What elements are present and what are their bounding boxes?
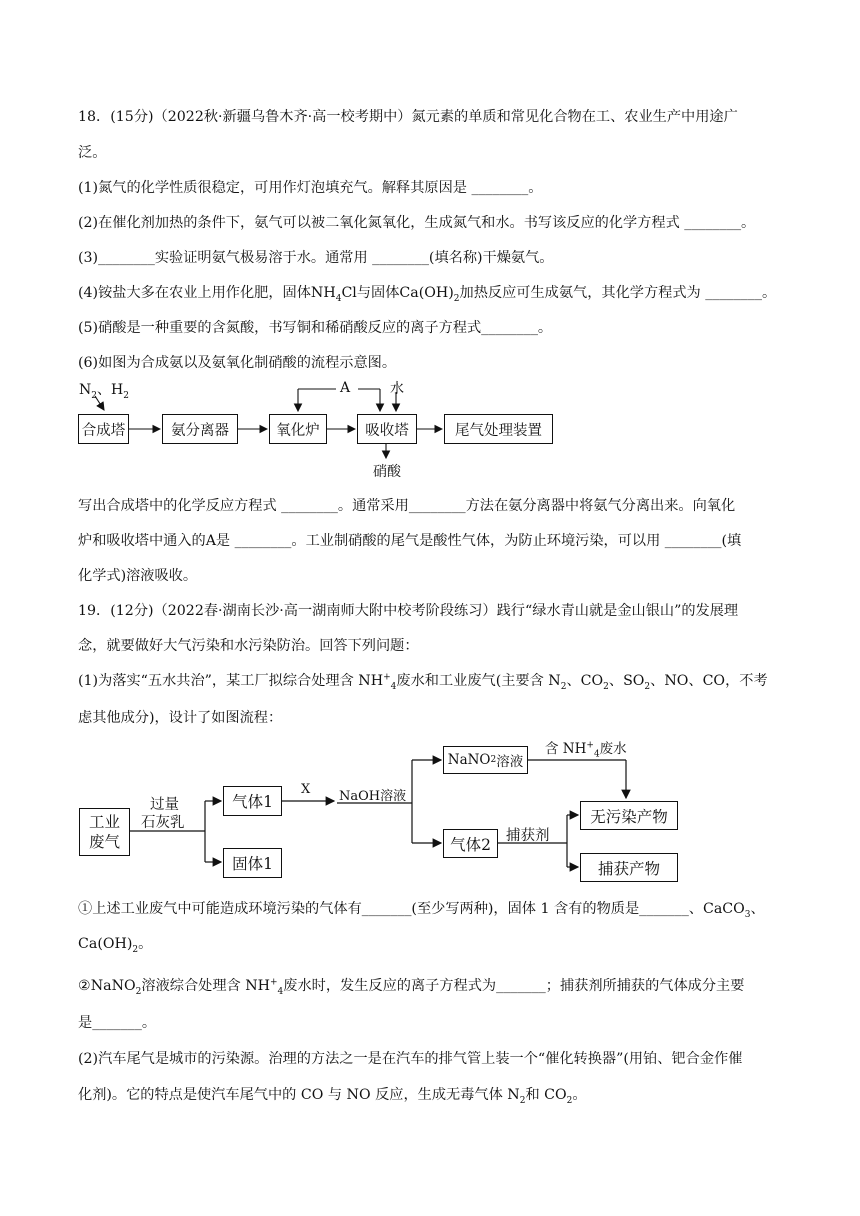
q18-part6-text: 写出合成塔中的化学反应方程式 ________。通常采用________方法在氨分离器中将氨气分离出来。向氧化	[78, 498, 736, 514]
q18-part1: (1)氮气的化学性质很稳定，可用作灯泡填充气。解释其原因是 ________。	[78, 180, 543, 196]
label-lime-milk: 石灰乳	[141, 815, 185, 831]
q18-part3: (3)________实验证明氨气极易溶于水。通常用 ________(填名称)干燥氨气。	[78, 250, 554, 266]
q19-part2-cont: 化剂)。它的特点是使汽车尾气中的 CO 与 NO 反应，生成无毒气体 $N_2$和 $CO_2$。	[78, 1087, 587, 1106]
q19-header-cont: 念，就要做好大气污染和水污染防治。回答下列问题：	[78, 638, 419, 654]
label-excess: 过量	[150, 797, 179, 813]
q19-sub2-cont: 是_______。	[78, 1015, 157, 1031]
q19-part1: (1)为落实“五水共治”，某工厂拟综合处理含 $NH^+_4$废水和工业废气(主要含 $N_2$、$CO_2$、$SO_2$、NO、CO，不考	[78, 672, 768, 692]
q18-part5: (5)硝酸是一种重要的含氮酸，书写铜和稀硝酸反应的离子方程式________。	[78, 320, 553, 336]
box-nano2-solution: NaNO 2 溶液	[443, 746, 528, 774]
label-naoh-solution: NaOH溶液	[339, 789, 407, 804]
box-captured-products: 捕获产物	[580, 853, 678, 882]
label-water: 水	[390, 381, 404, 397]
q18-part2: (2)在催化剂加热的条件下，氨气可以被二氧化氮氧化，生成氮气和水。书写该反应的化学方程式 ________。	[78, 215, 756, 231]
label-x: X	[301, 782, 311, 797]
box-industrial-waste-gas: 工业废气	[79, 808, 130, 856]
q19-part1-cont: 虑其他成分)，设计了如图流程：	[78, 710, 283, 726]
label-nitric-acid: 硝酸	[373, 464, 401, 480]
box-oxidation-furnace: 氧化炉	[269, 414, 327, 444]
box-tail-gas-treatment: 尾气处理装置	[444, 414, 553, 444]
box-absorption-tower: 吸收塔	[357, 414, 417, 444]
box-gas-1: 气体1	[223, 786, 282, 816]
box-solid-1: 固体1	[223, 848, 282, 878]
box-pollution-free-products: 无污染产物	[580, 801, 678, 830]
q18-part6-text-cont: 炉和吸收塔中通入的A是 ________。工业制硝酸的尾气是酸性气体，为防止环境污染，可以用 ________(填	[78, 533, 742, 549]
q18-part6-text-end: 化学式)溶液吸收。	[78, 568, 198, 584]
q18-part4: (4)铵盐大多在农业上用作化肥，固体$NH_4Cl$与固体$Ca(OH)_2$加热反应可生成氨气，其化学方程式为 ________。	[78, 285, 777, 304]
box-gas-2: 气体2	[443, 829, 498, 858]
label-nh4-wastewater: 含 $NH^+_4$废水	[545, 740, 627, 760]
box-ammonia-separator: 氨分离器	[162, 414, 238, 444]
label-a: A	[340, 380, 351, 396]
q18-header-cont: 泛。	[78, 145, 107, 161]
q19-sub1: ①上述工业废气中可能造成环境污染的气体有_______(至少写两种)，固体 1 含有的物质是_______、CaCO$_3$、	[78, 901, 765, 920]
q18-part6: (6)如图为合成氨以及氨氧化制硝酸的流程示意图。	[78, 355, 397, 371]
q19-part2: (2)汽车尾气是城市的污染源。治理的方法之一是在汽车的排气管上装一个“催化转换器”(用铂、钯合金作催	[78, 1051, 743, 1067]
q19-sub2: ②NaNO$_2$溶液综合处理含 $NH^+_4$废水时，发生反应的离子方程式为_______；捕获剂所捕获的气体成分主要	[78, 977, 745, 997]
q19-sub1-cont: $Ca(OH)_2$。	[78, 936, 153, 955]
q19-header: 19．(12分)（2022春·湖南长沙·高一湖南师大附中校考阶段练习）践行“绿水青山就是金山银山”的发展理	[78, 603, 739, 619]
q18-header: 18．(15分)（2022秋·新疆乌鲁木齐·高一校考期中）氮元素的单质和常见化合物在工、农业生产中用途广	[78, 109, 738, 125]
label-n2-h2: $N_2$、$H_2$	[79, 382, 129, 401]
box-synthesis-tower: 合成塔	[78, 414, 129, 444]
label-capture-agent: 捕获剂	[506, 828, 550, 844]
